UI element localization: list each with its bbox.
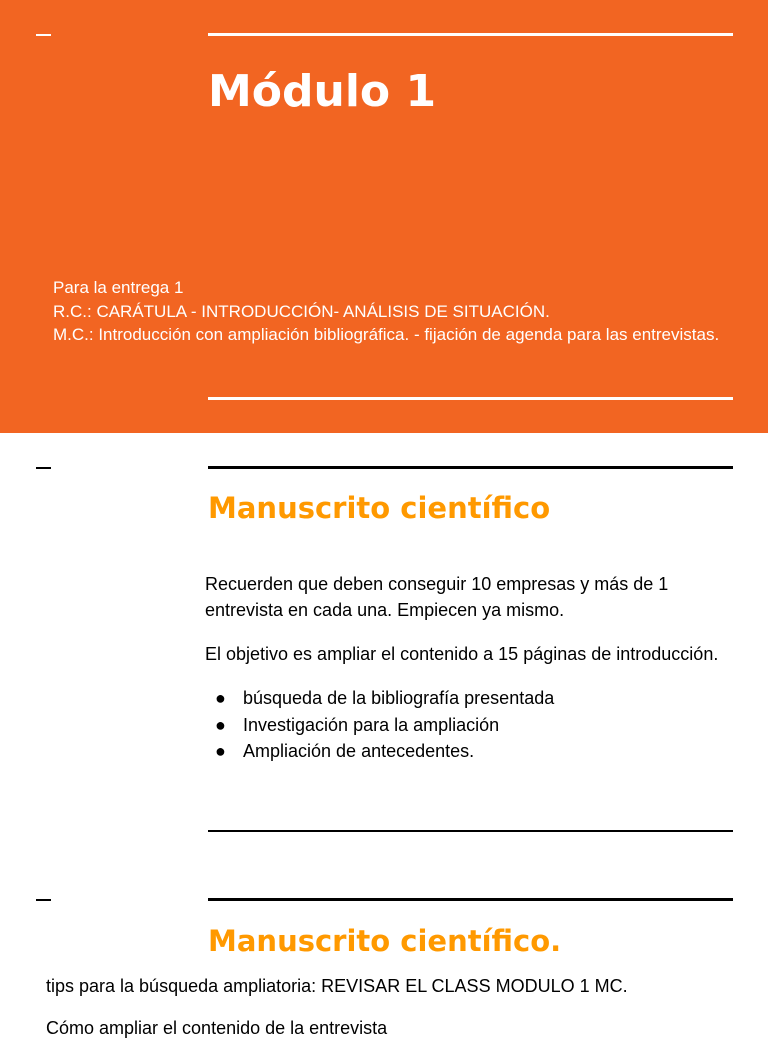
bullet-dot-icon: ● — [215, 714, 226, 735]
slide-top-rule — [208, 466, 733, 469]
bullet-dot-icon: ● — [215, 688, 226, 708]
body-line-tips: tips para la búsqueda ampliatoria: REVISAR EL CLASS MODULO 1 MC. — [46, 976, 628, 996]
slide-top-rule — [208, 33, 733, 36]
body-line-como-ampliar: Cómo ampliar el contenido de la entrevista — [46, 1018, 388, 1038]
slide-dash-marker — [36, 34, 51, 36]
slide-body — [46, 973, 746, 1057]
slide-body — [205, 571, 733, 765]
slide-manuscrito-cientifico-tips — [0, 865, 768, 1038]
slide-bottom-rule — [208, 830, 733, 832]
slide-bottom-rule — [208, 397, 733, 400]
body-line-entrega: Para la entrega 1 — [53, 278, 184, 297]
slide-top-rule — [208, 898, 733, 901]
bullet-dot-icon: ● — [215, 741, 226, 761]
list-item-text: Investigación para la ampliación — [243, 714, 500, 735]
slide-heading: Manuscrito científico. — [208, 924, 562, 958]
slide-heading: Manuscrito científico — [208, 491, 551, 525]
body-paragraph: El objetivo es ampliar el contenido a 15 páginas de introducción. — [205, 644, 719, 664]
slide-dash-marker — [36, 467, 51, 469]
body-line-rc: R.C.: CARÁTULA - INTRODUCCIÓN- ANÁLISIS DE SITUACIÓN. — [53, 301, 550, 321]
list-item — [205, 712, 733, 739]
list-item — [205, 685, 733, 712]
list-item-text: Ampliación de antecedentes. — [243, 741, 475, 761]
bullet-list — [205, 685, 733, 765]
body-paragraph: Recuerden que deben conseguir 10 empresas y más de 1 entrevista en cada una. Empiecen ya mismo. — [205, 574, 669, 620]
list-item — [205, 738, 733, 765]
body-line-mc: M.C.: Introducción con ampliación bibliográfica. - fijación de agenda para las entrevistas. — [53, 325, 720, 344]
slide-modulo-1 — [0, 0, 768, 433]
slide-title: Módulo 1 — [208, 66, 437, 117]
slide-dash-marker — [36, 899, 51, 901]
slide-manuscrito-cientifico — [0, 433, 768, 865]
slide-body — [53, 276, 733, 347]
list-item-text: búsqueda de la bibliografía presentada — [243, 688, 555, 708]
